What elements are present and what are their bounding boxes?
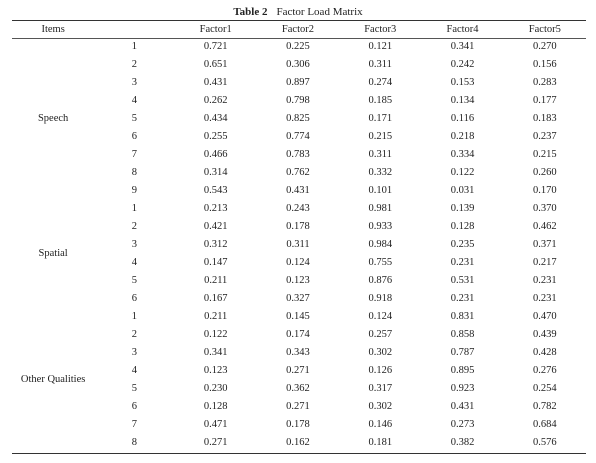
- table-body: [12, 38, 586, 452]
- header-row: [12, 21, 586, 38]
- col-header-factor4: Factor4: [446, 24, 479, 35]
- table-row: [12, 182, 586, 200]
- factor5-value: 0.462: [533, 221, 557, 232]
- table-row: [12, 326, 586, 344]
- factor4-value: 0.787: [450, 347, 475, 358]
- col-header-index: [94, 21, 174, 38]
- factor4-value: 0.382: [450, 437, 475, 448]
- factor5-value: 0.156: [533, 59, 557, 70]
- factor3-value: 0.181: [368, 437, 393, 448]
- factor3-value: 0.101: [368, 185, 393, 196]
- factor1-value: 0.271: [203, 437, 228, 448]
- factor1-value: 0.213: [203, 203, 228, 214]
- factor1-value: 0.314: [203, 167, 228, 178]
- factor5-value: 0.782: [533, 401, 557, 412]
- factor5-value: 0.260: [533, 167, 557, 178]
- table-caption: [0, 6, 596, 19]
- factor4-value: 0.235: [450, 239, 475, 250]
- table-row: [12, 56, 586, 74]
- item-number: 3: [131, 347, 138, 358]
- table-row: [12, 272, 586, 290]
- item-number: 8: [131, 167, 138, 178]
- factor3-value: 0.981: [368, 203, 393, 214]
- factor2-value: 0.271: [286, 401, 310, 412]
- factor3-value: 0.317: [368, 383, 393, 394]
- table-row: [12, 218, 586, 236]
- factor2-value: 0.897: [286, 77, 310, 88]
- factor4-value: 0.431: [450, 401, 475, 412]
- col-header-factor3: Factor3: [364, 24, 397, 35]
- item-number: 7: [131, 149, 138, 160]
- item-number: 2: [131, 59, 138, 70]
- factor2-value: 0.123: [286, 275, 310, 286]
- factor4-value: 0.128: [450, 221, 475, 232]
- table-row: [12, 380, 586, 398]
- col-header-factor2: Factor2: [281, 24, 314, 35]
- table-caption-label: Table 2: [233, 6, 268, 18]
- table-row: [12, 92, 586, 110]
- factor2-value: 0.343: [286, 347, 310, 358]
- table-row: [12, 290, 586, 308]
- factor1-value: 0.211: [204, 311, 228, 322]
- table-header: [12, 21, 586, 38]
- factor3-value: 0.933: [368, 221, 393, 232]
- factor2-value: 0.327: [286, 293, 310, 304]
- factor4-value: 0.031: [450, 185, 475, 196]
- item-number: 2: [131, 221, 138, 232]
- factor3-value: 0.876: [368, 275, 393, 286]
- factor4-value: 0.231: [450, 293, 475, 304]
- factor1-value: 0.431: [203, 77, 228, 88]
- group-label: Spatial: [38, 248, 68, 259]
- item-number: 3: [131, 77, 138, 88]
- factor4-value: 0.923: [450, 383, 475, 394]
- factor5-value: 0.283: [533, 77, 557, 88]
- factor4-value: 0.341: [450, 41, 475, 52]
- factor1-value: 0.147: [203, 257, 228, 268]
- item-number: 4: [131, 365, 138, 376]
- factor5-value: 0.170: [533, 185, 557, 196]
- factor1-value: 0.167: [203, 293, 228, 304]
- table-row: [12, 416, 586, 434]
- factor3-value: 0.302: [368, 401, 393, 412]
- table-row: [12, 434, 586, 452]
- item-number: 2: [131, 329, 138, 340]
- factor2-value: 0.271: [286, 365, 310, 376]
- factor5-value: 0.231: [533, 275, 557, 286]
- factor4-value: 0.242: [450, 59, 475, 70]
- item-number: 1: [131, 203, 138, 214]
- col-header-factor5: Factor5: [528, 24, 561, 35]
- factor2-value: 0.174: [286, 329, 310, 340]
- factor5-value: 0.217: [533, 257, 557, 268]
- factor3-value: 0.984: [368, 239, 393, 250]
- table-row: [12, 38, 586, 56]
- item-number: 5: [131, 275, 138, 286]
- factor5-value: 0.371: [533, 239, 557, 250]
- factor5-value: 0.470: [533, 311, 557, 322]
- factor2-value: 0.431: [286, 185, 310, 196]
- factor1-value: 0.543: [203, 185, 228, 196]
- factor4-value: 0.153: [450, 77, 475, 88]
- table-row: [12, 236, 586, 254]
- factor1-value: 0.128: [203, 401, 228, 412]
- item-number: 5: [131, 383, 138, 394]
- bottom-rule: [12, 453, 586, 454]
- factor1-value: 0.255: [203, 131, 228, 142]
- factor4-value: 0.231: [450, 257, 475, 268]
- factor1-value: 0.466: [203, 149, 228, 160]
- factor5-value: 0.177: [533, 95, 557, 106]
- factor3-value: 0.185: [368, 95, 393, 106]
- factor3-value: 0.257: [368, 329, 393, 340]
- factor2-value: 0.162: [286, 437, 310, 448]
- factor4-value: 0.139: [450, 203, 475, 214]
- factor2-value: 0.145: [286, 311, 310, 322]
- group-label: Other Qualities: [20, 374, 86, 385]
- item-number: 6: [131, 131, 138, 142]
- table-row: [12, 128, 586, 146]
- factor3-value: 0.146: [368, 419, 393, 430]
- col-header-items: Items: [41, 24, 65, 35]
- table-row: [12, 254, 586, 272]
- factor3-value: 0.274: [368, 77, 393, 88]
- factor3-value: 0.311: [368, 149, 392, 160]
- factor2-value: 0.362: [286, 383, 310, 394]
- factor2-value: 0.243: [286, 203, 310, 214]
- factor2-value: 0.762: [286, 167, 310, 178]
- factor2-value: 0.774: [286, 131, 310, 142]
- factor4-value: 0.134: [450, 95, 475, 106]
- factor5-value: 0.237: [533, 131, 557, 142]
- factor1-value: 0.230: [203, 383, 228, 394]
- factor3-value: 0.918: [368, 293, 393, 304]
- table-row: [12, 110, 586, 128]
- factor2-value: 0.306: [286, 59, 310, 70]
- item-number: 1: [131, 41, 138, 52]
- factor1-value: 0.122: [203, 329, 228, 340]
- factor1-value: 0.721: [203, 41, 228, 52]
- factor3-value: 0.171: [368, 113, 393, 124]
- factor2-value: 0.798: [286, 95, 310, 106]
- factor5-value: 0.439: [533, 329, 557, 340]
- table-row: [12, 308, 586, 326]
- factor4-value: 0.895: [450, 365, 475, 376]
- factor5-value: 0.684: [533, 419, 557, 430]
- group-label: Speech: [37, 113, 69, 124]
- factor5-value: 0.370: [533, 203, 557, 214]
- item-number: 9: [131, 185, 138, 196]
- factor1-value: 0.421: [203, 221, 228, 232]
- factor3-value: 0.332: [368, 167, 393, 178]
- table-caption-title: Factor Load Matrix: [276, 6, 363, 18]
- item-number: 4: [131, 257, 138, 268]
- factor3-value: 0.755: [368, 257, 393, 268]
- table-row: [12, 74, 586, 92]
- table-row: [12, 362, 586, 380]
- factor1-value: 0.651: [203, 59, 228, 70]
- item-number: 1: [131, 311, 138, 322]
- factor1-value: 0.471: [203, 419, 228, 430]
- factor5-value: 0.231: [533, 293, 557, 304]
- factor2-value: 0.825: [286, 113, 310, 124]
- item-number: 8: [131, 437, 138, 448]
- factor-load-table: [12, 21, 586, 452]
- item-number: 5: [131, 113, 138, 124]
- factor4-value: 0.218: [450, 131, 475, 142]
- item-number: 6: [131, 293, 138, 304]
- table-row: [12, 146, 586, 164]
- factor1-value: 0.312: [203, 239, 228, 250]
- item-number: 6: [131, 401, 138, 412]
- factor4-value: 0.831: [450, 311, 475, 322]
- factor1-value: 0.434: [203, 113, 228, 124]
- factor3-value: 0.121: [368, 41, 393, 52]
- table-row: [12, 398, 586, 416]
- item-number: 7: [131, 419, 138, 430]
- factor1-value: 0.123: [203, 365, 228, 376]
- factor1-value: 0.211: [204, 275, 228, 286]
- factor3-value: 0.311: [368, 59, 392, 70]
- factor1-value: 0.262: [203, 95, 228, 106]
- factor2-value: 0.225: [286, 41, 310, 52]
- item-number: 3: [131, 239, 138, 250]
- factor5-value: 0.215: [533, 149, 557, 160]
- item-number: 4: [131, 95, 138, 106]
- factor4-value: 0.858: [450, 329, 475, 340]
- factor5-value: 0.183: [533, 113, 557, 124]
- table-row: [12, 164, 586, 182]
- factor4-value: 0.334: [450, 149, 475, 160]
- factor5-value: 0.276: [533, 365, 557, 376]
- factor3-value: 0.124: [368, 311, 393, 322]
- factor4-value: 0.531: [450, 275, 475, 286]
- factor2-value: 0.783: [286, 149, 310, 160]
- factor3-value: 0.126: [368, 365, 393, 376]
- factor5-value: 0.270: [533, 41, 557, 52]
- factor4-value: 0.273: [450, 419, 475, 430]
- factor2-value: 0.178: [286, 419, 310, 430]
- factor4-value: 0.116: [450, 113, 475, 124]
- factor2-value: 0.311: [286, 239, 310, 250]
- factor4-value: 0.122: [450, 167, 475, 178]
- table-row: [12, 344, 586, 362]
- factor5-value: 0.428: [533, 347, 557, 358]
- factor1-value: 0.341: [203, 347, 228, 358]
- table-row: [12, 200, 586, 218]
- factor5-value: 0.576: [533, 437, 557, 448]
- factor3-value: 0.302: [368, 347, 393, 358]
- factor2-value: 0.124: [286, 257, 310, 268]
- col-header-factor1: Factor1: [199, 24, 232, 35]
- factor5-value: 0.254: [533, 383, 557, 394]
- factor3-value: 0.215: [368, 131, 393, 142]
- factor2-value: 0.178: [286, 221, 310, 232]
